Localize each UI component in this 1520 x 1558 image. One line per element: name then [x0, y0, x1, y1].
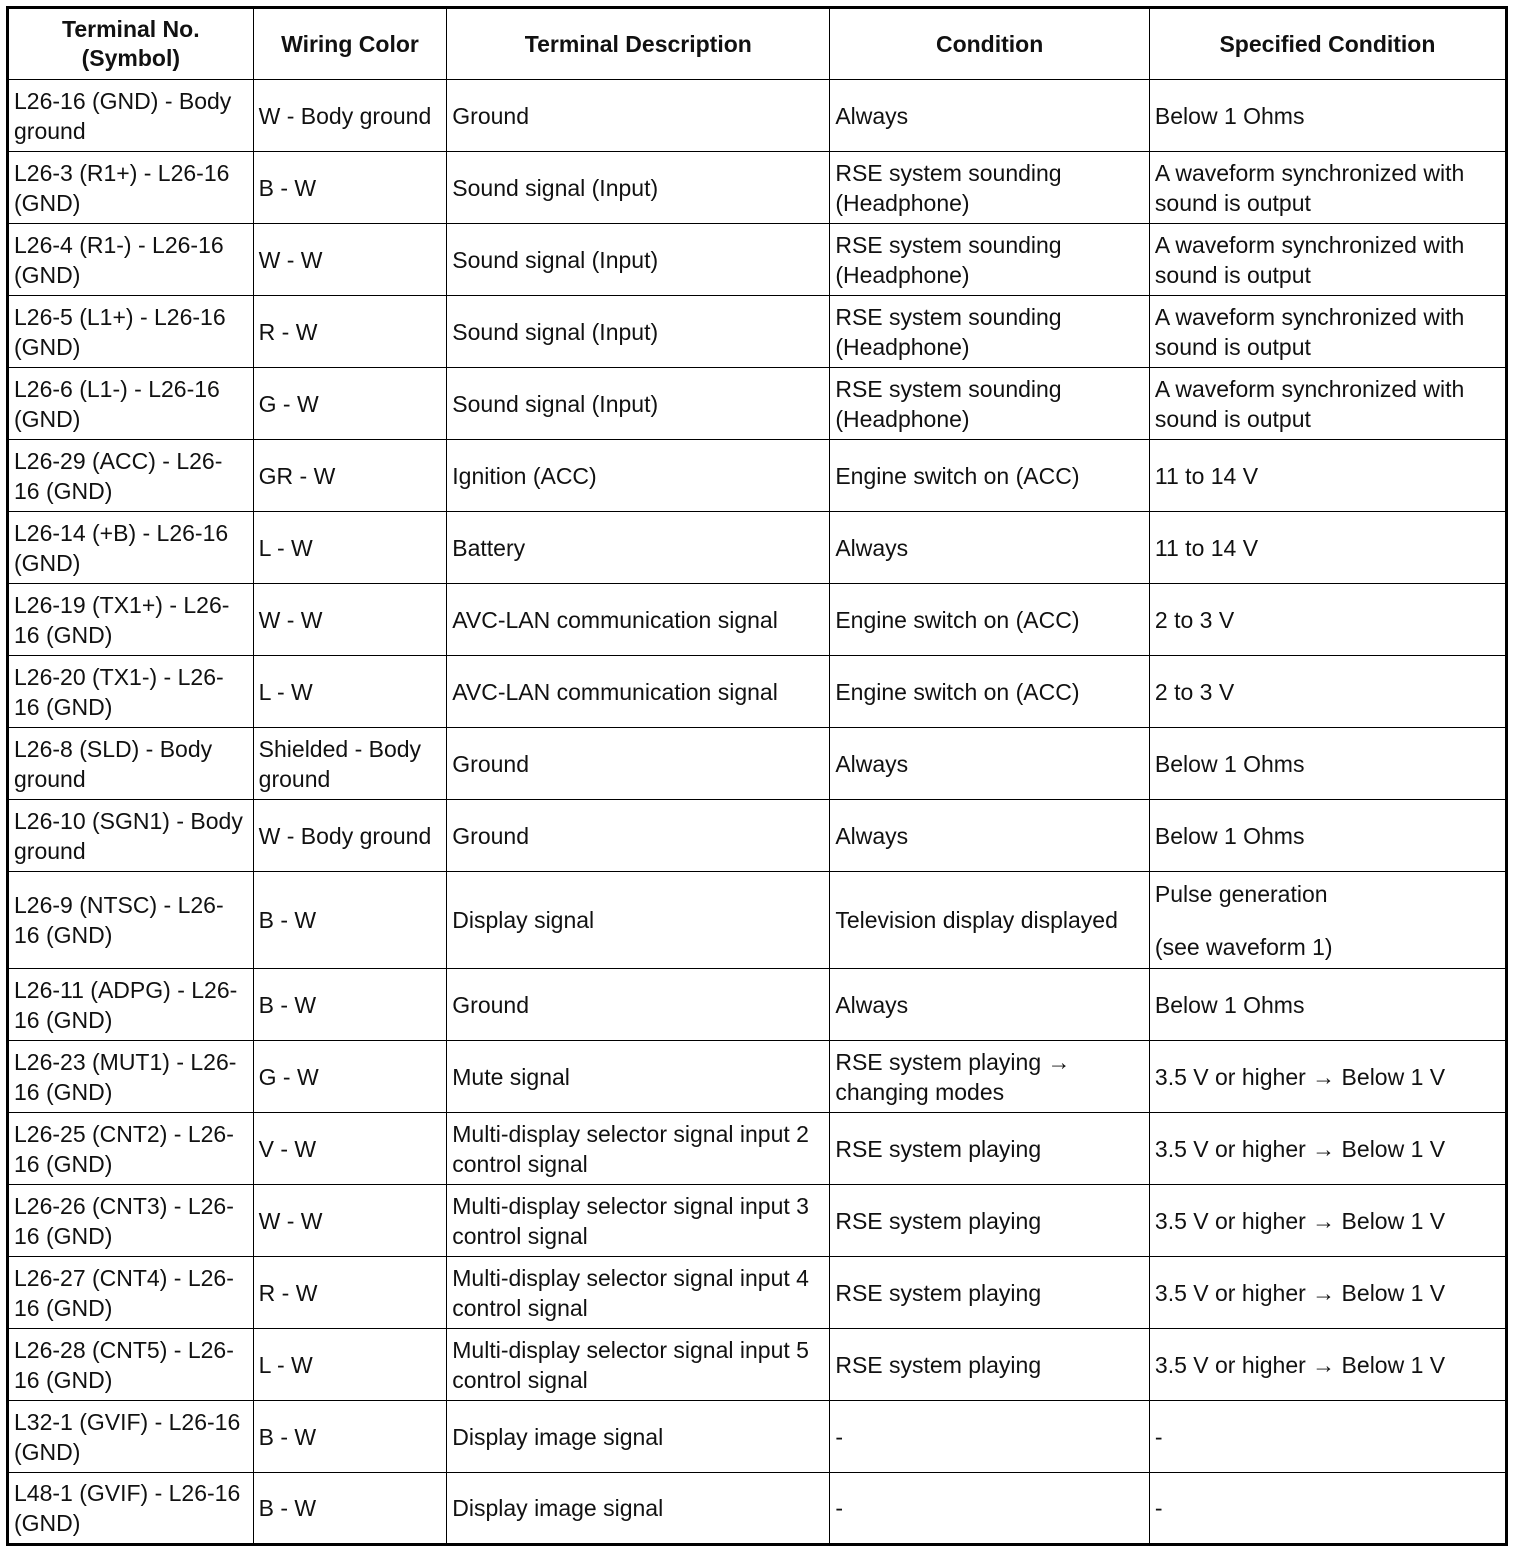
table-row [8, 152, 1507, 224]
cell-terminal: L26-3 (R1+) - L26-16 (GND) [8, 152, 254, 224]
cell-wiring-color: B - W [253, 969, 447, 1041]
terminal-spec-sheet [6, 6, 1508, 1546]
cell-terminal: L26-11 (ADPG) - L26-16 (GND) [8, 969, 254, 1041]
cell-condition: RSE system playing [830, 1113, 1150, 1185]
table-row [8, 872, 1507, 969]
cell-condition: Engine switch on (ACC) [830, 584, 1150, 656]
cell-description: Ground [447, 728, 830, 800]
cell-terminal: L26-29 (ACC) - L26-16 (GND) [8, 440, 254, 512]
cell-terminal: L32-1 (GVIF) - L26-16 (GND) [8, 1401, 254, 1473]
cell-wiring-color: L - W [253, 1329, 447, 1401]
cell-description: Sound signal (Input) [447, 368, 830, 440]
cell-specified-condition: Below 1 Ohms [1149, 728, 1506, 800]
cell-terminal: L26-16 (GND) - Body ground [8, 80, 254, 152]
cell-description: Mute signal [447, 1041, 830, 1113]
cell-condition: - [830, 1473, 1150, 1545]
cell-specified-condition: 11 to 14 V [1149, 440, 1506, 512]
cell-condition: Engine switch on (ACC) [830, 656, 1150, 728]
cell-wiring-color: G - W [253, 1041, 447, 1113]
cell-condition: Television display displayed [830, 872, 1150, 969]
cell-specified-condition: - [1149, 1473, 1506, 1545]
table-row [8, 224, 1507, 296]
cell-specified-condition [1149, 872, 1506, 969]
cell-terminal: L26-5 (L1+) - L26-16 (GND) [8, 296, 254, 368]
cell-description: Display image signal [447, 1473, 830, 1545]
cell-terminal: L26-25 (CNT2) - L26-16 (GND) [8, 1113, 254, 1185]
table-row [8, 1257, 1507, 1329]
cell-description: Ground [447, 80, 830, 152]
cell-wiring-color: B - W [253, 1473, 447, 1545]
cell-specified-condition: Below 1 Ohms [1149, 969, 1506, 1041]
cell-condition: RSE system sounding (Headphone) [830, 296, 1150, 368]
header-specified-condition: Specified Condition [1149, 8, 1506, 80]
cell-condition: RSE system playing [830, 1257, 1150, 1329]
cell-description: Display signal [447, 872, 830, 969]
cell-condition: Always [830, 800, 1150, 872]
cell-specified-condition: - [1149, 1401, 1506, 1473]
header-row [8, 8, 1507, 80]
header-terminal-line: (Symbol) [81, 45, 181, 71]
header-wiring-color: Wiring Color [253, 8, 447, 80]
cell-condition: RSE system sounding (Headphone) [830, 224, 1150, 296]
cell-condition: Always [830, 80, 1150, 152]
table-body [8, 80, 1507, 1545]
cell-terminal: L26-8 (SLD) - Body ground [8, 728, 254, 800]
cell-wiring-color: Shielded - Body ground [253, 728, 447, 800]
table-row [8, 440, 1507, 512]
cell-description: Sound signal (Input) [447, 296, 830, 368]
cell-wiring-color: R - W [253, 1257, 447, 1329]
cell-terminal: L26-6 (L1-) - L26-16 (GND) [8, 368, 254, 440]
cell-description: Battery [447, 512, 830, 584]
cell-specified-condition: 3.5 V or higher → Below 1 V [1149, 1329, 1506, 1401]
cell-terminal: L26-9 (NTSC) - L26-16 (GND) [8, 872, 254, 969]
cell-description: Ground [447, 800, 830, 872]
cell-description: Sound signal (Input) [447, 224, 830, 296]
cell-specified-condition: Below 1 Ohms [1149, 800, 1506, 872]
header-terminal-line: Terminal No. [62, 16, 200, 42]
table-row [8, 1041, 1507, 1113]
table-row [8, 1473, 1507, 1545]
cell-wiring-color: W - Body ground [253, 80, 447, 152]
cell-description: Ignition (ACC) [447, 440, 830, 512]
cell-condition: - [830, 1401, 1150, 1473]
table-row [8, 1329, 1507, 1401]
cell-wiring-color: R - W [253, 296, 447, 368]
cell-specified-condition: A waveform synchronized with sound is output [1149, 152, 1506, 224]
cell-wiring-color: W - Body ground [253, 800, 447, 872]
cell-specified-condition: A waveform synchronized with sound is output [1149, 224, 1506, 296]
cell-wiring-color: W - W [253, 1185, 447, 1257]
cell-description: Multi-display selector signal input 2 control signal [447, 1113, 830, 1185]
table-row [8, 728, 1507, 800]
cell-specified-condition: 11 to 14 V [1149, 512, 1506, 584]
cell-wiring-color: B - W [253, 152, 447, 224]
cell-specified-condition: 3.5 V or higher → Below 1 V [1149, 1041, 1506, 1113]
cell-wiring-color: W - W [253, 224, 447, 296]
cell-specified-condition: 3.5 V or higher → Below 1 V [1149, 1257, 1506, 1329]
cell-terminal: L26-26 (CNT3) - L26-16 (GND) [8, 1185, 254, 1257]
cell-specified-condition: 3.5 V or higher → Below 1 V [1149, 1185, 1506, 1257]
cell-specified-condition: Below 1 Ohms [1149, 80, 1506, 152]
cell-specified-condition: 3.5 V or higher → Below 1 V [1149, 1113, 1506, 1185]
cell-condition: RSE system playing [830, 1185, 1150, 1257]
cell-terminal: L26-28 (CNT5) - L26-16 (GND) [8, 1329, 254, 1401]
cell-condition: Always [830, 728, 1150, 800]
table-row [8, 296, 1507, 368]
cell-wiring-color: W - W [253, 584, 447, 656]
line-gap [1155, 909, 1500, 932]
terminal-spec-table [6, 6, 1508, 1546]
cell-wiring-color: L - W [253, 512, 447, 584]
table-row [8, 969, 1507, 1041]
cell-wiring-color: GR - W [253, 440, 447, 512]
cell-condition: RSE system sounding (Headphone) [830, 152, 1150, 224]
cell-description: Display image signal [447, 1401, 830, 1473]
cell-terminal: L26-27 (CNT4) - L26-16 (GND) [8, 1257, 254, 1329]
cell-wiring-color: B - W [253, 872, 447, 969]
cell-description: Sound signal (Input) [447, 152, 830, 224]
cell-condition: Always [830, 969, 1150, 1041]
table-row [8, 584, 1507, 656]
cell-specified-condition: A waveform synchronized with sound is output [1149, 368, 1506, 440]
header-condition: Condition [830, 8, 1150, 80]
cell-terminal: L26-4 (R1-) - L26-16 (GND) [8, 224, 254, 296]
specified-note: (see waveform 1) [1154, 933, 1333, 960]
table-row [8, 80, 1507, 152]
cell-condition: Engine switch on (ACC) [830, 440, 1150, 512]
cell-terminal: L26-23 (MUT1) - L26-16 (GND) [8, 1041, 254, 1113]
cell-description: AVC-LAN communication signal [447, 656, 830, 728]
cell-condition: RSE system sounding (Headphone) [830, 368, 1150, 440]
cell-wiring-color: G - W [253, 368, 447, 440]
cell-terminal: L48-1 (GVIF) - L26-16 (GND) [8, 1473, 254, 1545]
header-terminal-description: Terminal Description [447, 8, 830, 80]
cell-terminal: L26-10 (SGN1) - Body ground [8, 800, 254, 872]
table-row [8, 656, 1507, 728]
cell-terminal: L26-14 (+B) - L26-16 (GND) [8, 512, 254, 584]
table-row [8, 1113, 1507, 1185]
cell-condition: RSE system playing [830, 1329, 1150, 1401]
cell-specified-condition: 2 to 3 V [1149, 656, 1506, 728]
cell-specified-condition: 2 to 3 V [1149, 584, 1506, 656]
cell-description: AVC-LAN communication signal [447, 584, 830, 656]
cell-specified-condition: A waveform synchronized with sound is output [1149, 296, 1506, 368]
cell-description: Multi-display selector signal input 4 control signal [447, 1257, 830, 1329]
cell-wiring-color: B - W [253, 1401, 447, 1473]
cell-condition: RSE system playing → changing modes [830, 1041, 1150, 1113]
cell-wiring-color: L - W [253, 656, 447, 728]
cell-description: Multi-display selector signal input 5 control signal [447, 1329, 830, 1401]
cell-terminal: L26-20 (TX1-) - L26-16 (GND) [8, 656, 254, 728]
cell-wiring-color: V - W [253, 1113, 447, 1185]
cell-terminal: L26-19 (TX1+) - L26-16 (GND) [8, 584, 254, 656]
cell-condition: Always [830, 512, 1150, 584]
table-row [8, 512, 1507, 584]
table-row [8, 800, 1507, 872]
table-row [8, 1401, 1507, 1473]
specified-line: Pulse generation [1154, 880, 1328, 907]
cell-description: Multi-display selector signal input 3 control signal [447, 1185, 830, 1257]
table-row [8, 1185, 1507, 1257]
cell-description: Ground [447, 969, 830, 1041]
header-terminal [8, 8, 254, 80]
table-row [8, 368, 1507, 440]
